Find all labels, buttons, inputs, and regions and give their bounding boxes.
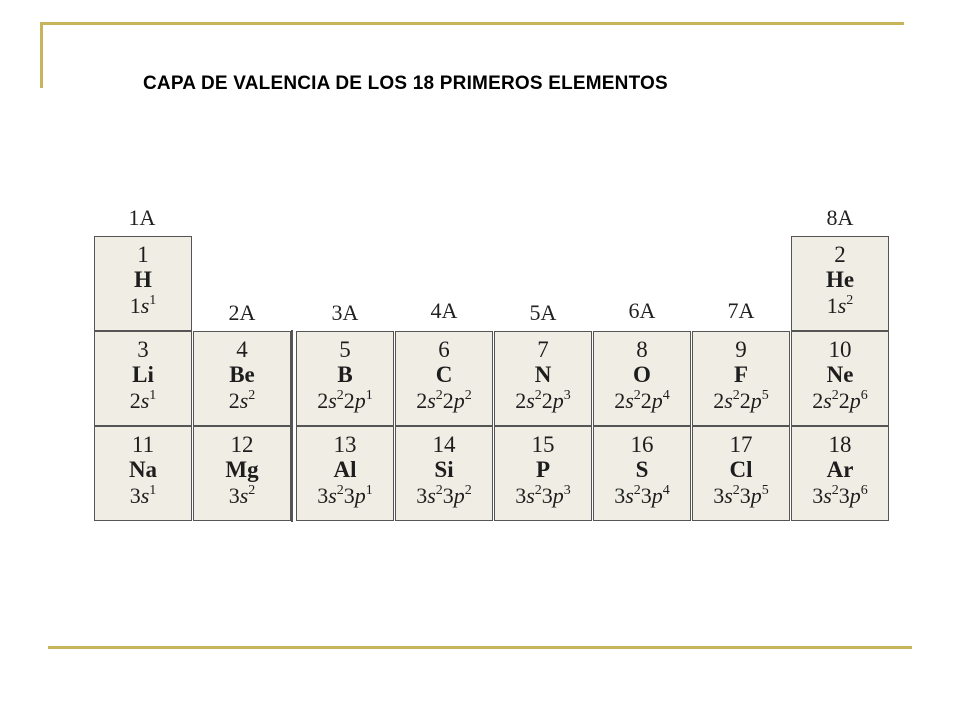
element-cell-h [94,236,192,331]
electron-configuration: $3s^23p^6$ [812,483,868,508]
atomic-number: 11 [131,432,155,457]
group-label-1a: 1A [128,205,156,230]
element-symbol: Cl [729,457,753,482]
group-label-8a: 8A [826,205,854,230]
electron-configuration: $3s^23p^3$ [515,483,571,508]
element-symbol: Li [132,362,154,387]
atomic-number: 3 [137,337,149,362]
top-decorative-rule [40,22,904,25]
element-cell-n [494,331,592,426]
element-cell-ne [791,331,889,426]
atomic-number: 10 [828,337,852,362]
atomic-number: 4 [236,337,248,362]
atomic-number: 12 [230,432,254,457]
left-decorative-rule [40,22,43,88]
element-symbol: O [633,362,651,387]
atomic-number: 1 [137,242,149,267]
atomic-number: 5 [339,337,351,362]
atomic-number: 17 [729,432,753,457]
group-label-5a: 5A [529,300,557,325]
element-symbol: C [435,362,453,387]
slide-title: CAPA DE VALENCIA DE LOS 18 PRIMEROS ELEMENTOS [143,73,668,94]
bottom-decorative-rule [48,646,912,649]
atomic-number: 15 [531,432,555,457]
electron-configuration: $1s^2$ [826,293,854,318]
electron-configuration: $3s^23p^4$ [614,483,670,508]
element-cell-si [395,426,493,521]
element-cell-s [593,426,691,521]
electron-configuration: $1s^1$ [129,293,157,318]
element-symbol: B [337,362,353,387]
electron-configuration: $2s^22p^6$ [812,388,868,413]
group-label-7a: 7A [727,298,755,323]
atomic-number: 13 [333,432,357,457]
electron-configuration: $3s^23p^5$ [713,483,769,508]
element-symbol: Al [333,457,357,482]
element-symbol: F [733,362,749,387]
group-label-3a: 3A [331,300,359,325]
element-cell-o [593,331,691,426]
element-symbol: P [535,457,551,482]
electron-configuration: $3s^1$ [129,483,157,508]
atomic-number: 18 [828,432,852,457]
electron-configuration: $2s^22p^1$ [317,388,373,413]
electron-configuration: $3s^23p^1$ [317,483,373,508]
electron-configuration: $3s^2$ [228,483,256,508]
electron-configuration: $2s^22p^4$ [614,388,670,413]
atomic-number: 6 [438,337,450,362]
atomic-number: 7 [537,337,549,362]
element-cell-ar [791,426,889,521]
element-cell-na [94,426,192,521]
element-cell-al [296,426,394,521]
element-cell-b [296,331,394,426]
element-symbol: N [534,362,552,387]
group-label-6a: 6A [628,298,656,323]
element-cell-be [193,331,291,426]
element-symbol: H [134,267,152,292]
element-cell-f [692,331,790,426]
element-symbol: Na [128,457,158,482]
atomic-number: 14 [432,432,456,457]
element-symbol: He [825,267,855,292]
atomic-number: 2 [834,242,846,267]
element-cell-he [791,236,889,331]
element-cell-li [94,331,192,426]
element-symbol: Si [434,457,454,482]
element-symbol: Ne [826,362,854,387]
electron-configuration: $2s^2$ [228,388,256,413]
group-label-4a: 4A [430,298,458,323]
atomic-number: 16 [630,432,654,457]
electron-configuration: $3s^23p^2$ [416,483,472,508]
element-cell-c [395,331,493,426]
element-cell-p [494,426,592,521]
electron-configuration: $2s^22p^2$ [416,388,472,413]
atomic-number: 9 [735,337,747,362]
electron-configuration: $2s^22p^5$ [713,388,769,413]
element-cell-cl [692,426,790,521]
electron-configuration: $2s^1$ [129,388,157,413]
element-symbol: Be [229,362,255,387]
block-divider [291,330,293,522]
element-symbol: Ar [826,457,854,482]
element-symbol: S [635,457,649,482]
element-symbol: Mg [225,457,259,482]
group-label-2a: 2A [228,300,256,325]
atomic-number: 8 [636,337,648,362]
element-cell-mg [193,426,291,521]
electron-configuration: $2s^22p^3$ [515,388,571,413]
